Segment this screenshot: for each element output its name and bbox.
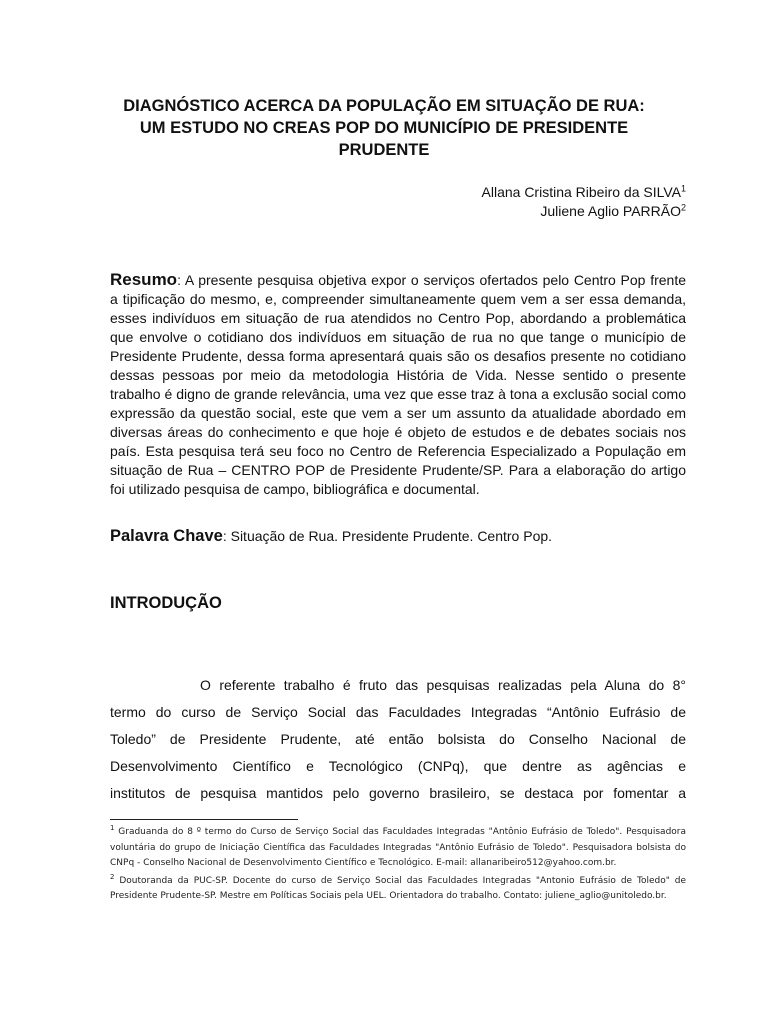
- footnote-text: Doutoranda da PUC-SP. Docente do curso de Serviço Social das Faculdades Integradas "Antonio Eufrásio de Toledo" de Presidente Prudente-SP. Mestre em Políticas Sociais pela UEL. Orientadora do trabalho. Contato: juliene_aglio@unitoledo.br.: [110, 875, 686, 901]
- footnote-mark: 1: [110, 824, 115, 832]
- author-name: Juliene Aglio PARRÃO: [540, 203, 681, 219]
- abstract-label: Resumo: [110, 270, 178, 289]
- footnotes: [110, 825, 686, 907]
- title-line: DIAGNÓSTICO ACERCA DA POPULAÇÃO EM SITUAÇÃO DE RUA:: [123, 97, 645, 115]
- section-heading-introduction: INTRODUÇÃO: [110, 594, 222, 612]
- footnote: [110, 874, 686, 905]
- introduction-body: [110, 672, 686, 807]
- author-entry: [286, 183, 686, 202]
- author-name: Allana Cristina Ribeiro da SILVA: [481, 184, 681, 200]
- paragraph-line: institutos de pesquisa mantidos pelo governo brasileiro, se destaca por fomentar a: [110, 785, 686, 801]
- paragraph-line: termo do curso de Serviço Social das Faculdades Integradas “Antônio Eufrásio de: [110, 704, 686, 720]
- keywords-text: : Situação de Rua. Presidente Prudente. Centro Pop.: [222, 528, 553, 544]
- footnote-mark: 1: [680, 183, 686, 194]
- footnote-mark: 2: [110, 872, 115, 881]
- author-list: [286, 183, 686, 221]
- paragraph-line: Desenvolvimento Científico e Tecnológico (CNPq), que dentre as agências e: [110, 758, 686, 774]
- abstract-text: : A presente pesquisa objetiva expor o serviços ofertados pelo Centro Pop frente a tipificação do mesmo, e, compreender simultaneamente quem vem a ser essa demanda, esses indivíduos em situação de rua atendidos no Centro Pop, abordando a problemática que envolve o cotidiano dos indivíduos em situação de rua no que tange o município de Presidente Prudente, dessa forma apresentará quais são os desafios presente no cotidiano dessas pessoas por meio da metodologia História de Vida. Nesse sentido o presente trabalho é digno de grande relevância, uma vez que esse traz à tona a exclusão social como expressão da questão social, este que vem a ser um assunto da atualidade abordado em diversas áreas do conhecimento e que hoje é objeto de estudos e de debates sociais nos país. Esta pesquisa terá seu foco no Centro de Referencia Especializado a População em situação de Rua – CENTRO POP de Presidente Prudente/SP. Para a elaboração do artigo foi utilizado pesquisa de campo, bibliográfica e documental.: [110, 272, 686, 497]
- footnote-divider: [110, 819, 298, 820]
- footnote-text: Graduanda do 8 º termo do Curso de Serviço Social das Faculdades Integradas "Antônio Eufrásio de Toledo". Pesquisadora voluntária do grupo de Iniciação Científica das Faculdades Integradas "Antônio Eufrásio de Toledo". Pesquisadora bolsista do CNPq - Conselho Nacional de Desenvolvimento Científico e Tecnológico. E-mail: allanaribeiro512@yahoo.com.br.: [110, 827, 686, 868]
- paragraph-line: O referente trabalho é fruto das pesquisas realizadas pela Aluna do 8°: [200, 677, 686, 693]
- author-entry: [286, 202, 686, 221]
- footnote-mark: 2: [680, 202, 686, 213]
- abstract: [110, 270, 686, 499]
- footnote: [110, 825, 686, 872]
- keywords: [110, 525, 686, 547]
- title-line: PRUDENTE: [338, 141, 430, 159]
- paragraph-line: Toledo” de Presidente Prudente, até então bolsista do Conselho Nacional de: [110, 731, 686, 747]
- paper-title: [100, 95, 668, 161]
- keywords-label: Palavra Chave: [110, 527, 223, 545]
- title-line: UM ESTUDO NO CREAS POP DO MUNICÍPIO DE PRESIDENTE: [139, 119, 629, 137]
